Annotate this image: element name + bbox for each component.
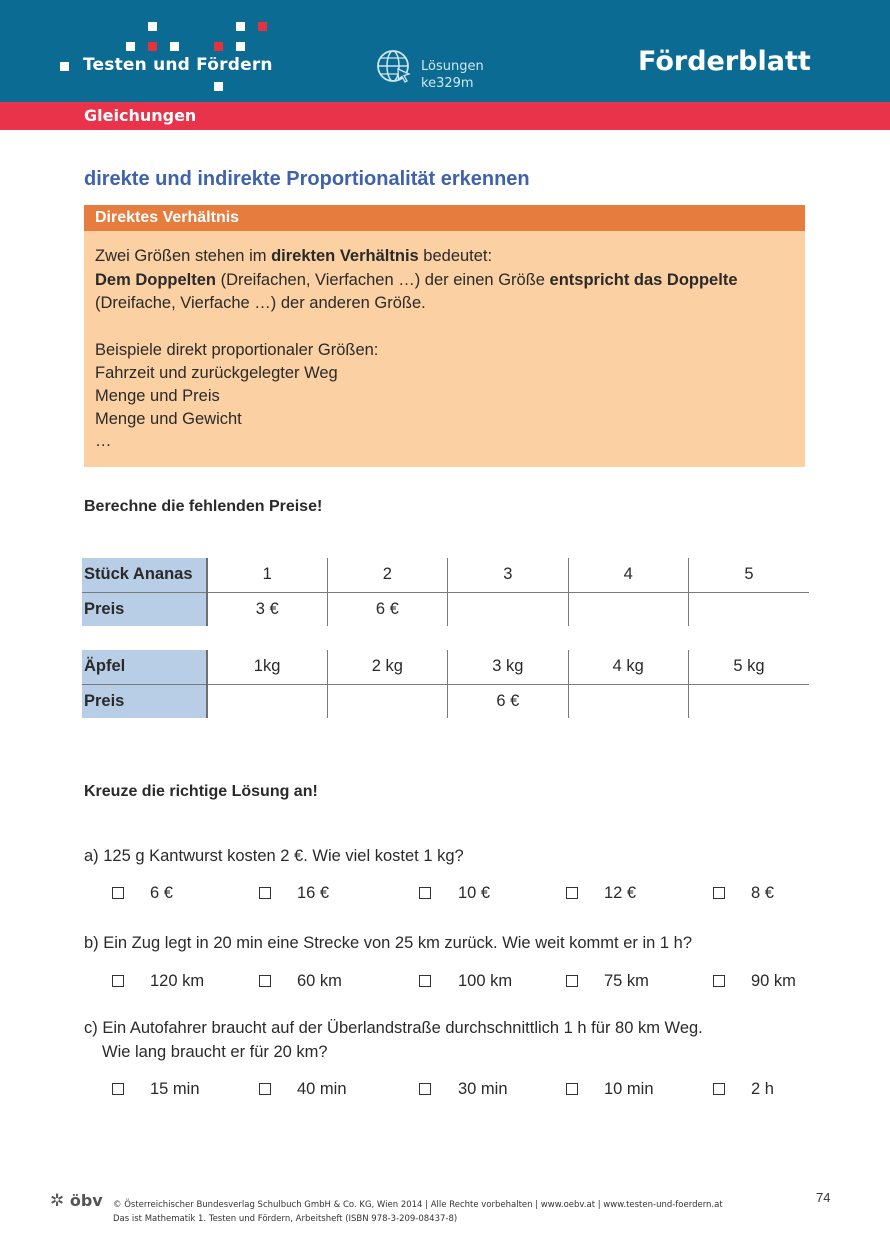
text-span: Zwei Größen stehen im: [95, 247, 272, 265]
section-title: direkte und indirekte Proportionalität erkennen: [84, 168, 530, 190]
definition-line-2: [95, 271, 738, 290]
table-row-label: Stück Ananas: [82, 558, 207, 592]
text-span: bedeutet:: [418, 247, 493, 265]
page-number: 74: [816, 1190, 831, 1205]
footer-isbn: Das ist Mathematik 1. Testen und Fördern, Arbeitsheft (ISBN 978-3-209-08437-8): [113, 1214, 458, 1224]
globe-cursor-icon[interactable]: [376, 49, 412, 85]
table-row-label: Preis: [82, 684, 207, 718]
publisher-logo-text: öbv: [69, 1191, 103, 1210]
publisher-logo: [50, 1191, 103, 1211]
option-label: 100 km: [458, 972, 513, 990]
option-label: 16 €: [297, 884, 330, 902]
footer-copyright: © Österreichischer Bundesverlag Schulbuch GmbH & Co. KG, Wien 2014 | Alle Rechte vorbehalten | www.oebv.at | www.testen-und-foerdern.at: [113, 1200, 723, 1210]
footer-text: [113, 1198, 723, 1226]
table-cell: 6 €: [327, 592, 447, 626]
table-cell: 1kg: [207, 650, 328, 684]
table-cell: 2: [327, 558, 447, 592]
header-bar: [0, 0, 890, 102]
example-item: Fahrzeit und zurückgelegter Weg: [95, 364, 338, 382]
table-cell: 1: [207, 558, 327, 592]
table-cell: 4 kg: [568, 650, 688, 684]
option-label: 90 km: [751, 972, 796, 990]
answer-cell[interactable]: [568, 592, 688, 626]
definition-line-1: [95, 247, 492, 266]
topic-label: Gleichungen: [84, 106, 197, 125]
checkbox[interactable]: [259, 1083, 271, 1095]
topic-bar: [0, 102, 890, 130]
option-label: 60 km: [297, 972, 342, 990]
checkbox[interactable]: [112, 887, 124, 899]
checkbox[interactable]: [419, 1083, 431, 1095]
option-label: 10 €: [458, 884, 491, 902]
task2-instruction: Kreuze die richtige Lösung an!: [84, 783, 318, 800]
bold-text: Dem Doppelten: [95, 271, 217, 289]
definition-line-3: (Dreifache, Vierfache …) der anderen Größe.: [95, 294, 426, 312]
table-cell: 5 kg: [689, 650, 810, 684]
table-cell: 3: [448, 558, 568, 592]
question-b: b) Ein Zug legt in 20 min eine Strecke von 25 km zurück. Wie weit kommt er in 1 h?: [84, 934, 693, 952]
checkbox[interactable]: [112, 975, 124, 987]
question-a: a) 125 g Kantwurst kosten 2 €. Wie viel kostet 1 kg?: [84, 847, 464, 865]
answer-cell[interactable]: [327, 684, 447, 718]
checkbox[interactable]: [713, 1083, 725, 1095]
text-span: (Dreifachen, Vierfachen …) der einen Größe: [216, 271, 550, 289]
brand-name: Testen und Fördern: [83, 55, 273, 75]
answer-cell[interactable]: [207, 684, 328, 718]
solutions-label: Lösungen: [421, 59, 484, 74]
checkbox[interactable]: [713, 887, 725, 899]
table-cell: 6 €: [448, 684, 568, 718]
checkbox[interactable]: [419, 975, 431, 987]
option-label: 2 h: [751, 1080, 774, 1098]
example-item: Menge und Gewicht: [95, 410, 242, 428]
option-label: 10 min: [604, 1080, 654, 1098]
option-label: 6 €: [150, 884, 173, 902]
table-cell: 3 €: [207, 592, 327, 626]
table-cell: 3 kg: [448, 650, 568, 684]
checkbox[interactable]: [713, 975, 725, 987]
definition-box-title: Direktes Verhältnis: [84, 205, 805, 231]
checkbox[interactable]: [259, 887, 271, 899]
option-label: 8 €: [751, 884, 774, 902]
answer-cell[interactable]: [689, 592, 810, 626]
checkbox[interactable]: [566, 975, 578, 987]
definition-box: [84, 231, 805, 467]
answer-cell[interactable]: [568, 684, 688, 718]
table-cell: 5: [689, 558, 810, 592]
bold-text: direkten Verhältnis: [271, 247, 419, 265]
option-label: 120 km: [150, 972, 205, 990]
task1-instruction: Berechne die fehlenden Preise!: [84, 498, 323, 515]
option-label: 40 min: [297, 1080, 347, 1098]
option-label: 75 km: [604, 972, 649, 990]
example-item: …: [95, 432, 112, 450]
checkbox[interactable]: [419, 887, 431, 899]
asterisk-icon: ✲: [50, 1191, 65, 1211]
solutions-code: ke329m: [421, 76, 474, 91]
apples-table: [82, 650, 809, 718]
question-c-line2: Wie lang braucht er für 20 km?: [102, 1043, 328, 1061]
checkbox[interactable]: [112, 1083, 124, 1095]
sheet-title: Förderblatt: [638, 46, 811, 77]
solutions-link[interactable]: [421, 58, 484, 92]
answer-cell[interactable]: [448, 592, 568, 626]
table-row-label: Preis: [82, 592, 207, 626]
bold-text: entspricht das Doppelte: [549, 271, 738, 289]
checkbox[interactable]: [566, 887, 578, 899]
option-label: 15 min: [150, 1080, 200, 1098]
option-label: 12 €: [604, 884, 637, 902]
table-cell: 4: [568, 558, 688, 592]
pineapple-table: [82, 558, 809, 626]
table-cell: 2 kg: [327, 650, 447, 684]
examples-intro: Beispiele direkt proportionaler Größen:: [95, 341, 379, 359]
option-label: 30 min: [458, 1080, 508, 1098]
question-c-line1: c) Ein Autofahrer braucht auf der Überlandstraße durchschnittlich 1 h für 80 km Weg.: [84, 1019, 703, 1037]
example-item: Menge und Preis: [95, 387, 220, 405]
checkbox[interactable]: [259, 975, 271, 987]
answer-cell[interactable]: [689, 684, 810, 718]
checkbox[interactable]: [566, 1083, 578, 1095]
table-row-label: Äpfel: [82, 650, 207, 684]
